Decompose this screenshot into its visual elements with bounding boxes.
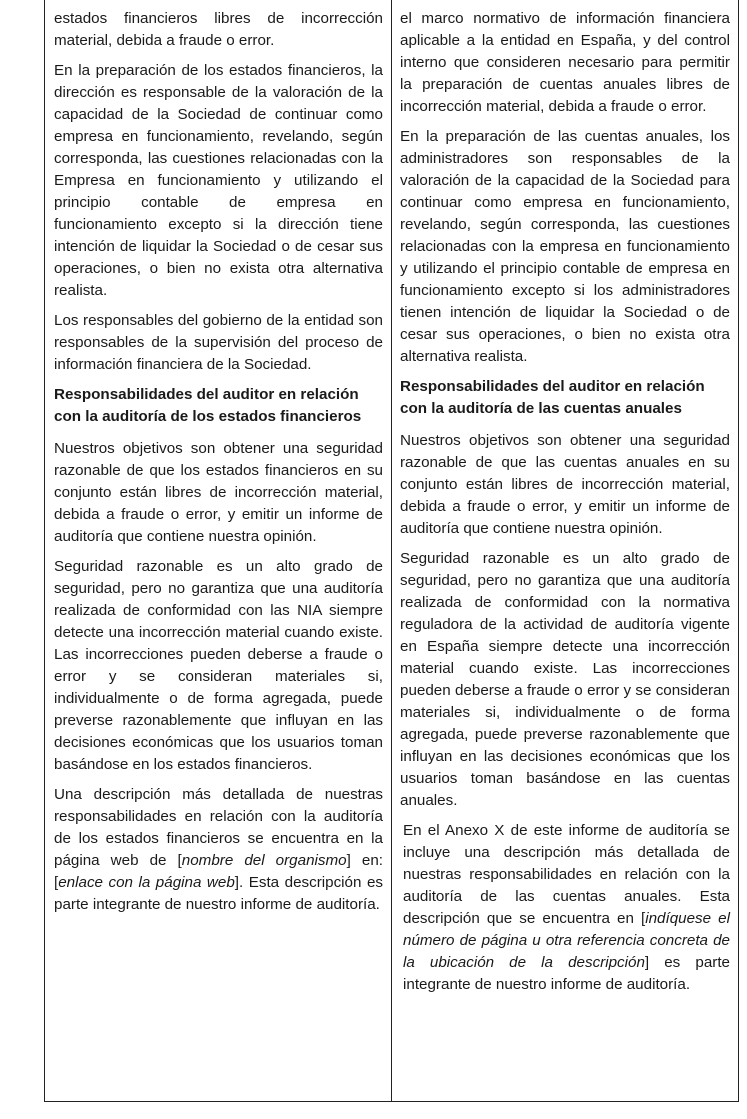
left-column [54, 8, 383, 924]
left-description-text-2: ] en: [ [54, 852, 383, 891]
left-governance-paragraph: Los responsables del gobierno de la entidad son responsables de la supervisión del proceso de información financiera de la Sociedad. [54, 312, 383, 373]
column-divider [391, 0, 392, 1101]
right-continuation-paragraph: el marco normativo de información financiera aplicable a la entidad en España, y del control interno que consideren necesario para permitir la preparación de cuentas anuales libres de incorrección material, debida a fraude o error. [400, 10, 730, 115]
right-annex-text-2: ] es parte integrante de nuestro informe de auditoría. [403, 954, 730, 993]
left-description-text-1: Una descripción más detallada de nuestras responsabilidades en relación con la auditoría de los estados financieros se encuentra en la página web de [ [54, 786, 383, 869]
left-description-text-3: ]. Esta descripción es parte integrante de nuestro informe de auditoría. [54, 874, 383, 913]
right-column [400, 8, 730, 1004]
left-description-paragraph [54, 784, 383, 916]
right-assurance-paragraph: Seguridad razonable es un alto grado de seguridad, pero no garantiza que una auditoría realizada de conformidad con la normativa reguladora de la actividad de auditoría vigente en España siempre detecte una incorrección material cuando existe. Las incorrecciones pueden deberse a fraude o error y se consideran materiales si, individualmente o de forma agregada, puede preverse razonablemente que influyan en las decisiones económicas que los usuarios toman basándose en las cuentas anuales. [400, 550, 730, 809]
left-continuation-paragraph: estados financieros libres de incorrección material, debida a fraude o error. [54, 10, 383, 49]
left-section-heading: Responsabilidades del auditor en relación con la auditoría de los estados financieros [54, 386, 362, 425]
left-assurance-paragraph: Seguridad razonable es un alto grado de seguridad, pero no garantiza que una auditoría realizada de conformidad con las NIA siempre detecte una incorrección material cuando existe. Las incorrecciones pueden deberse a fraude o error y se consideran materiales si, individualmente o de forma agregada, puede preverse razonablemente que influyan en las decisiones económicas que los usuarios toman basándose en los estados financieros. [54, 558, 383, 773]
left-objectives-paragraph: Nuestros objetivos son obtener una seguridad razonable de que los estados financieros en su conjunto están libres de incorrección material, debida a fraude o error, y emitir un informe de auditoría que contiene nuestra opinión. [54, 440, 383, 545]
right-annex-paragraph [400, 820, 730, 996]
left-description-italic-2: enlace con la página web [58, 874, 235, 891]
right-objectives-paragraph: Nuestros objetivos son obtener una seguridad razonable de que las cuentas anuales en su conjunto están libres de incorrección material, debida a fraude o error, y emitir un informe de auditoría que contiene nuestra opinión. [400, 432, 730, 537]
left-description-italic-1: nombre del organismo [181, 852, 347, 869]
left-management-paragraph: En la preparación de los estados financieros, la dirección es responsable de la valoración de la capacidad de la Sociedad de continuar como empresa en funcionamiento, revelando, según corresponda, las cuestiones relacionadas con la Empresa en funcionamiento y utilizando el principio contable de empresa en funcionamiento excepto si la dirección tiene intención de liquidar la Sociedad o de cesar sus operaciones, o bien no exista otra alternativa realista. [54, 62, 383, 299]
right-annex-text-1: En el Anexo X de este informe de auditoría se incluye una descripción más detallada de nuestras responsabilidades en relación con la auditoría de las cuentas anuales. Esta descripción que se encuentra en [ [403, 822, 730, 927]
right-annex-italic: indíquese el número de página u otra referencia concreta de la ubicación de la descripción [403, 910, 730, 971]
right-administrators-paragraph: En la preparación de las cuentas anuales, los administradores son responsables de la valoración de la capacidad de la Sociedad para continuar como empresa en funcionamiento, revelando, según corresponda, las cuestiones relacionadas con la empresa en funcionamiento y utilizando el principio contable de empresa en funcionamiento excepto si los administradores tienen intención de liquidar la Sociedad o de cesar sus operaciones, o bien no exista otra alternativa realista. [400, 128, 730, 365]
right-section-heading: Responsabilidades del auditor en relación con la auditoría de las cuentas anuales [400, 378, 705, 417]
comparison-table [44, 0, 739, 1102]
